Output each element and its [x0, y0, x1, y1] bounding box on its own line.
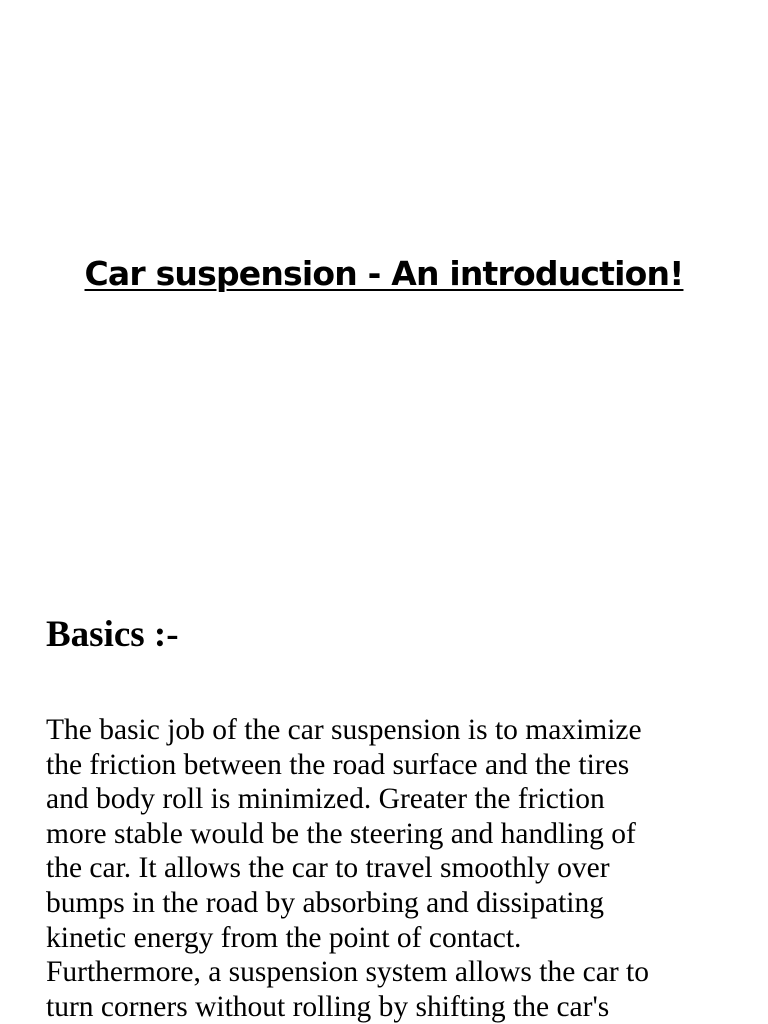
section-heading-basics: Basics :-: [46, 614, 179, 655]
document-title: Car suspension - An introduction!: [84, 254, 684, 293]
body-paragraph: The basic job of the car suspension is to maximize the friction between the road surface and the tires and body roll is minimized. Greater the friction more stable would be the steering and handling of the car. It allows the car to travel smoothly over bumps in the road by absorbing and dissipating kinetic energy from the point of contact. Furthermore, a suspension system allows the car to turn corners without rolling by shifting the car's: [46, 714, 649, 1023]
